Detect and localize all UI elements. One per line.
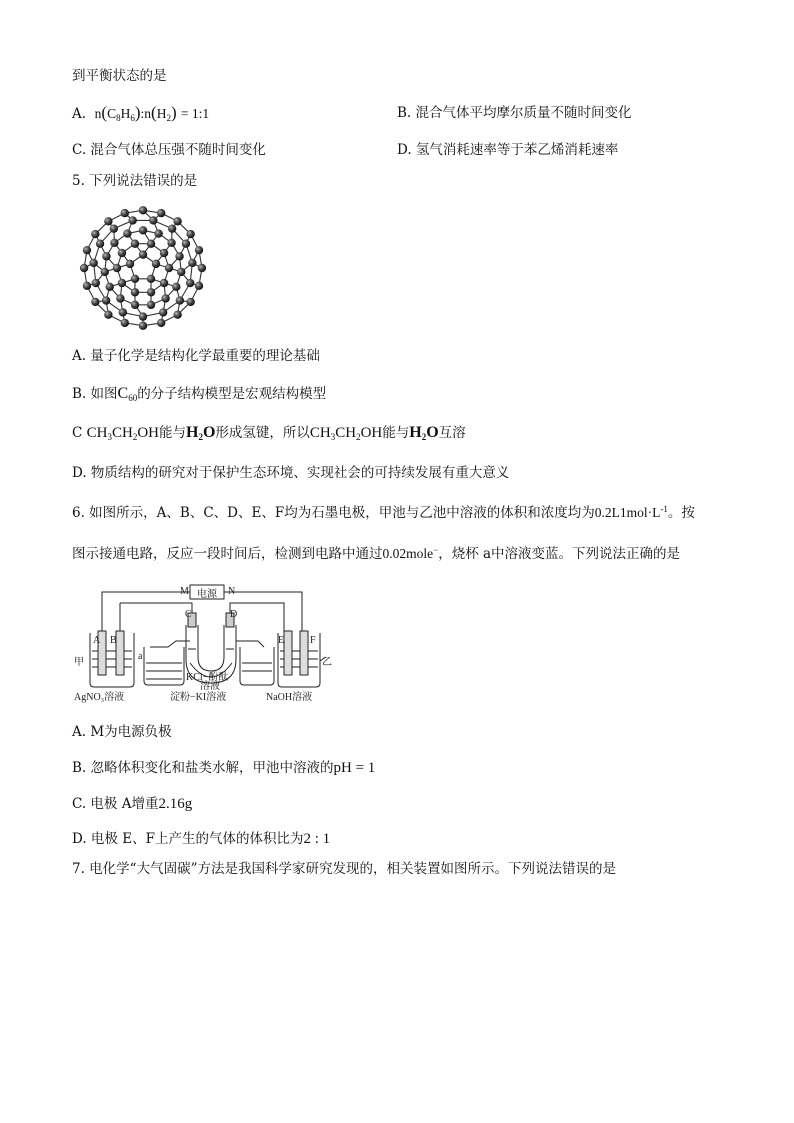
electrolysis-apparatus-figure [72, 583, 332, 705]
c60-atom [154, 229, 162, 237]
c60-atom [121, 319, 129, 327]
c60-atom [186, 279, 194, 287]
c60-atom [175, 252, 183, 260]
c60-atom [188, 259, 196, 267]
c60-atom [92, 279, 100, 287]
q5-stem: 5. 下列说法错误的是 [72, 173, 198, 189]
label-jia: 甲 [74, 657, 84, 668]
c60-atom [91, 298, 99, 306]
c60-atom [113, 264, 121, 272]
c60-atom [139, 226, 147, 234]
c60-atom [91, 230, 99, 238]
q4-option-c: C. 混合气体总压强不随时间变化 [72, 142, 266, 158]
c60-atom [96, 239, 104, 247]
c60-atom [157, 319, 165, 327]
c60-atom [173, 310, 181, 318]
c60-atom [147, 288, 155, 296]
label-m: M [180, 586, 189, 597]
c60-atom [173, 217, 181, 225]
label-agno3: AgNO₃溶液 [74, 692, 125, 703]
label-yi: 乙 [322, 657, 332, 668]
label-kcl-solution: 溶液 [200, 681, 220, 692]
c60-atom [83, 246, 91, 254]
c60-atom [139, 250, 147, 258]
c60-atom [161, 294, 169, 302]
c60-atom [106, 283, 114, 291]
c60-atom [147, 301, 155, 309]
q5-option-a: A. 量子化学是结构化学最重要的理论基础 [72, 348, 320, 364]
c60-atom [121, 209, 129, 217]
c60-atom [102, 296, 110, 304]
q5-option-c: C $CH_3CH_2OH$能与$H_2O$形成氢键，所以$CH_3CH_2OH$能与$H_2O$互溶 [72, 424, 466, 442]
c60-atom [131, 301, 139, 309]
q4-option-d: D. 氢气消耗速率等于苯乙烯消耗速率 [397, 142, 619, 158]
c60-atom [110, 239, 118, 247]
c60-atom [195, 246, 203, 254]
q6-stem-line1: 6. 如图所示，A、B、C、D、E、F均为石墨电极，甲池与乙池中溶液的体积和浓度均为$0.2L1mol\cdot L^{-1}$。按 [72, 504, 695, 521]
q6-option-c: C. 电极 A增重2.16g [72, 796, 193, 812]
c60-atom [89, 259, 97, 267]
c60-atom [149, 216, 157, 224]
c60-atom [176, 296, 184, 304]
c60-atom [123, 229, 131, 237]
label-naoh: NaOH溶液 [266, 692, 313, 703]
c60-atom [159, 308, 167, 316]
c60-atom [119, 308, 127, 316]
c60-atom [104, 310, 112, 318]
c60-atom [167, 239, 175, 247]
q6-option-a: A. M为电源负极 [72, 724, 172, 740]
c60-atom [104, 217, 112, 225]
c60-atom [168, 224, 176, 232]
q4-option-a: A. $n(C_8H_6):n(H_2)$ = 1:1 [72, 103, 210, 123]
c60-atom [102, 252, 110, 260]
q5-option-b: B. 如图$C_{60}$的分子结构模型是宏观结构模型 [72, 385, 327, 403]
label-electrode-f: F [310, 635, 316, 646]
label-electrode-a: A [93, 635, 101, 646]
label-power: 电源 [197, 589, 217, 600]
c60-atom [116, 294, 124, 302]
c60-atom [131, 275, 139, 283]
label-electrode-e: E [278, 635, 285, 646]
c60-atom [101, 268, 109, 276]
c60-atom [195, 282, 203, 290]
c60-atom [139, 312, 147, 320]
label-kcl: KCl−酚酞 [186, 672, 229, 683]
label-electrode-b: B [110, 635, 117, 646]
c60-atom [165, 264, 173, 272]
q4-stem-tail: 到平衡状态的是 [72, 68, 167, 84]
c60-atom [147, 275, 155, 283]
c60-atom [160, 249, 168, 257]
c60-atom [177, 268, 185, 276]
q4-option-b: B. 混合气体平均摩尔质量不随时间变化 [397, 105, 632, 121]
q7-stem: 7. 电化学“大气固碳”方法是我国科学家研究发现的，相关装置如图所示。下列说法错误的是 [72, 861, 616, 877]
c60-atom [83, 282, 91, 290]
c60-atom [126, 260, 134, 268]
c60-molecule-figure [72, 200, 214, 336]
q6-option-d: D. 电极 E、F上产生的气体的体积比为2 : 1 [72, 831, 331, 847]
c60-atom [110, 224, 118, 232]
label-starch-ki: 淀粉−KI溶液 [170, 692, 227, 703]
c60-atom [147, 240, 155, 248]
q5-option-d: D. 物质结构的研究对于保护生态环境、实现社会的可持续发展有重大意义 [72, 465, 510, 481]
c60-atom [198, 264, 206, 272]
c60-atom [131, 240, 139, 248]
c60-atom [118, 279, 126, 287]
c60-atom [152, 260, 160, 268]
c60-atom [186, 230, 194, 238]
c60-atom [160, 279, 168, 287]
c60-atom [139, 206, 147, 214]
c60-atom [157, 209, 165, 217]
c60-atom [131, 288, 139, 296]
c60-atom [118, 249, 126, 257]
c60-atom [172, 283, 180, 291]
label-electrode-d: D [230, 609, 238, 620]
label-beaker-a: a [138, 651, 143, 662]
label-electrode-c: C [185, 609, 192, 620]
c60-atom [128, 216, 136, 224]
c60-atom [186, 298, 194, 306]
c60-atom [139, 322, 147, 330]
c60-atom [80, 264, 88, 272]
q6-option-b: B. 忽略体积变化和盐类水解，甲池中溶液的pH = 1 [72, 760, 376, 776]
q6-stem-line2: 图示接通电路，反应一段时间后，检测到电路中通过0.02mole−，烧杯 a中溶液变蓝。下列说法正确的是 [72, 545, 681, 562]
c60-atom [182, 239, 190, 247]
label-n: N [228, 586, 236, 597]
